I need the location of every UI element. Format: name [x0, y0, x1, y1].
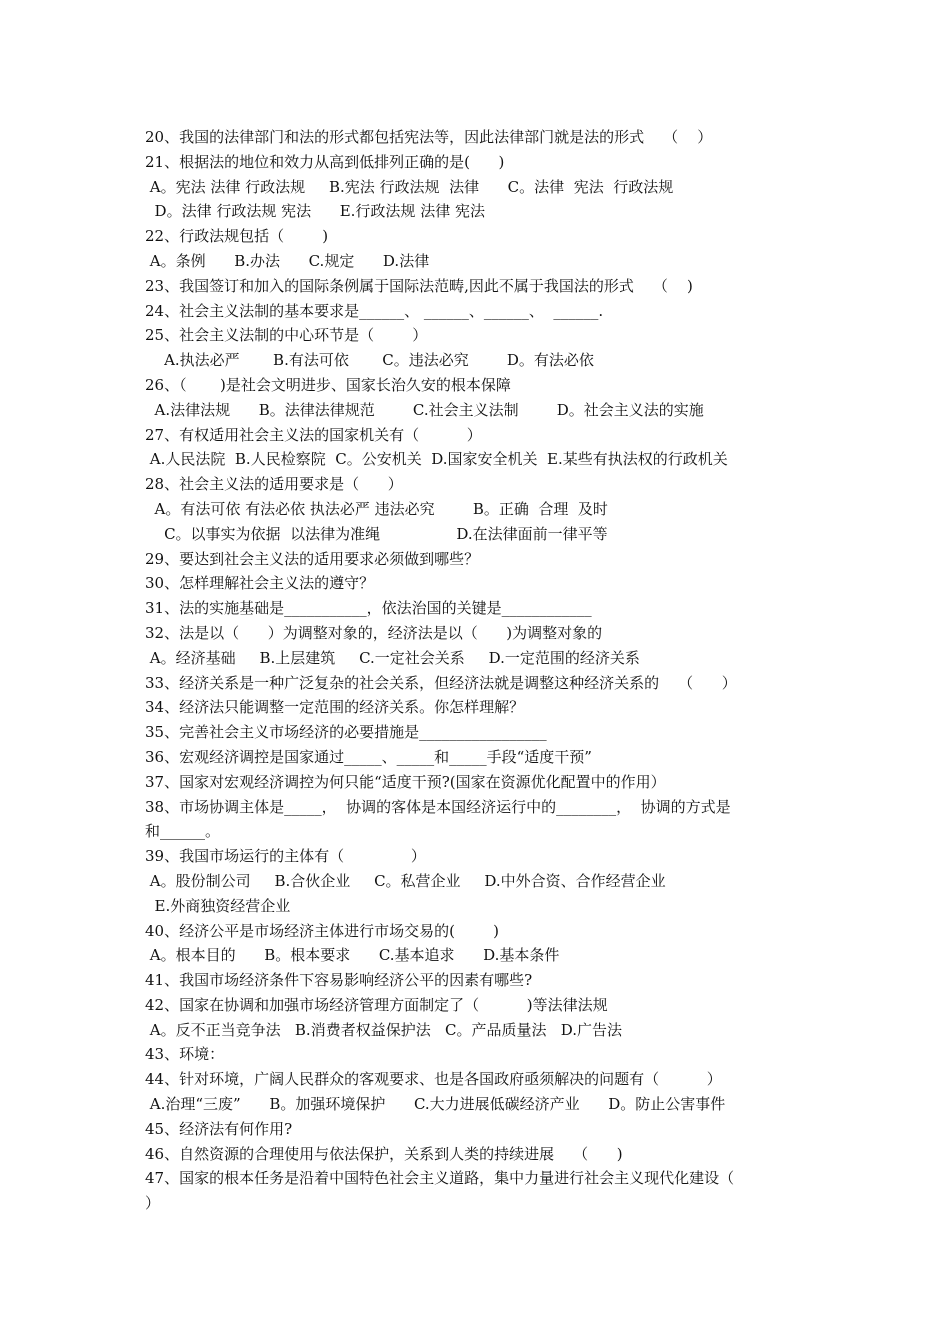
question-39: 39、我国市场运行的主体有（ ） — [145, 847, 426, 866]
question-20: 20、我国的法律部门和法的形式都包括宪法等，因此法律部门就是法的形式 （ ） — [145, 128, 713, 146]
question-37: 37、国家对宏观经济调控为何只能“适度干预?(国家在资源优化配置中的作用） — [145, 772, 666, 791]
question-22-options: A。条例 B.办法 C.规定 D.法律 — [145, 251, 430, 270]
question-23: 23、我国签订和加入的国际条例属于国际法范畴,因此不属于我国法的形式 （ ) — [145, 276, 693, 295]
question-28-options-a-b: A。有法可依 有法必依 执法必严 违法必究 B。正确 合理 及时 — [145, 499, 608, 518]
question-44: 44、针对环境，广阔人民群众的客观要求、也是各国政府亟须解决的问题有（ ） — [145, 1070, 722, 1089]
question-40: 40、经济公平是市场经济主体进行市场交易的( ) — [145, 921, 499, 940]
question-31: 31、法的实施基础是___________，依法治国的关键是____________ — [145, 599, 592, 618]
question-28-options-c-d: C。以事实为依据 以法律为准绳 D.在法律面前一律平等 — [145, 524, 608, 543]
question-39-options-a-d: A。股份制公司 B.合伙企业 C。私营企业 D.中外合资、合作经营企业 — [145, 871, 666, 890]
question-21: 21、根据法的地位和效力从高到低排列正确的是( ) — [145, 152, 505, 171]
question-39-option-e: E.外商独资经营企业 — [145, 896, 291, 915]
question-25-options: A.执法必严 B.有法可依 C。违法必究 D。有法必依 — [145, 351, 594, 370]
question-30: 30、怎样理解社会主义法的遵守？ — [145, 574, 375, 593]
question-32: 32、法是以（ ）为调整对象的，经济法是以（ )为调整对象的 — [145, 623, 603, 642]
question-36: 36、宏观经济调控是国家通过_____、_____和_____手段“适度干预” — [145, 747, 592, 766]
question-47: 47、国家的根本任务是沿着中国特色社会主义道路，集中力量进行社会主义现代化建设（ — [145, 1169, 735, 1188]
question-34: 34、经济法只能调整一定范围的经济关系。你怎样理解？ — [145, 698, 525, 717]
question-42: 42、国家在协调和加强市场经济管理方面制定了（ )等法律法规 — [145, 995, 608, 1014]
question-24: 24、社会主义法制的基本要求是______、 ______、______、 ______. — [145, 301, 604, 320]
question-29: 29、要达到社会主义法的适用要求必须做到哪些？ — [145, 549, 480, 568]
question-21-options-d-e: D。法律 行政法规 宪法 E.行政法规 法律 宪法 — [145, 202, 485, 221]
question-44-options: A.治理“三废” B。加强环境保护 C.大力进展低碳经济产业 D。防止公害事件 — [145, 1095, 726, 1114]
question-33: 33、经济关系是一种广泛复杂的社会关系，但经济法就是调整这种经济关系的 （ ） — [145, 673, 737, 692]
question-42-options: A。反不正当竞争法 B.消费者权益保护法 C。产品质量法 D.广告法 — [145, 1020, 623, 1039]
document-content — [145, 125, 815, 1216]
question-45: 45、经济法有何作用? — [145, 1119, 293, 1138]
question-38-continued: 和______。 — [145, 822, 221, 841]
question-27: 27、有权适用社会主义法的国家机关有（ ） — [145, 425, 482, 444]
question-22: 22、行政法规包括（ ) — [145, 227, 329, 246]
question-46: 46、自然资源的合理使用与依法保护，关系到人类的持续进展 （ ) — [145, 1144, 623, 1163]
question-26: 26、（ )是社会文明进步、国家长治久安的根本保障 — [145, 375, 511, 394]
question-26-options: A.法律法规 B。法律法律规范 C.社会主义法制 D。社会主义法的实施 — [145, 400, 704, 419]
question-40-options: A。根本目的 B。根本要求 C.基本追求 D.基本条件 — [145, 946, 560, 965]
question-32-options: A。经济基础 B.上层建筑 C.一定社会关系 D.一定范围的经济关系 — [145, 648, 640, 667]
question-38: 38、市场协调主体是_____， 协调的客体是本国经济运行中的________， 协调的方式是 — [145, 797, 731, 816]
question-28: 28、社会主义法的适用要求是（ ） — [145, 475, 403, 494]
question-25: 25、社会主义法制的中心环节是（ ） — [145, 326, 428, 345]
question-47-continued: ） — [145, 1194, 161, 1213]
question-21-options-a-c: A。宪法 法律 行政法规 B.宪法 行政法规 法律 C。法律 宪法 行政法规 — [145, 177, 674, 196]
question-35: 35、完善社会主义市场经济的必要措施是_________________ — [145, 723, 547, 742]
question-41: 41、我国市场经济条件下容易影响经济公平的因素有哪些? — [145, 971, 533, 990]
question-43: 43、环境： — [145, 1045, 225, 1064]
question-27-options: A.人民法院 B.人民检察院 C。公安机关 D.国家安全机关 E.某些有执法权的行政机关 — [145, 450, 728, 469]
